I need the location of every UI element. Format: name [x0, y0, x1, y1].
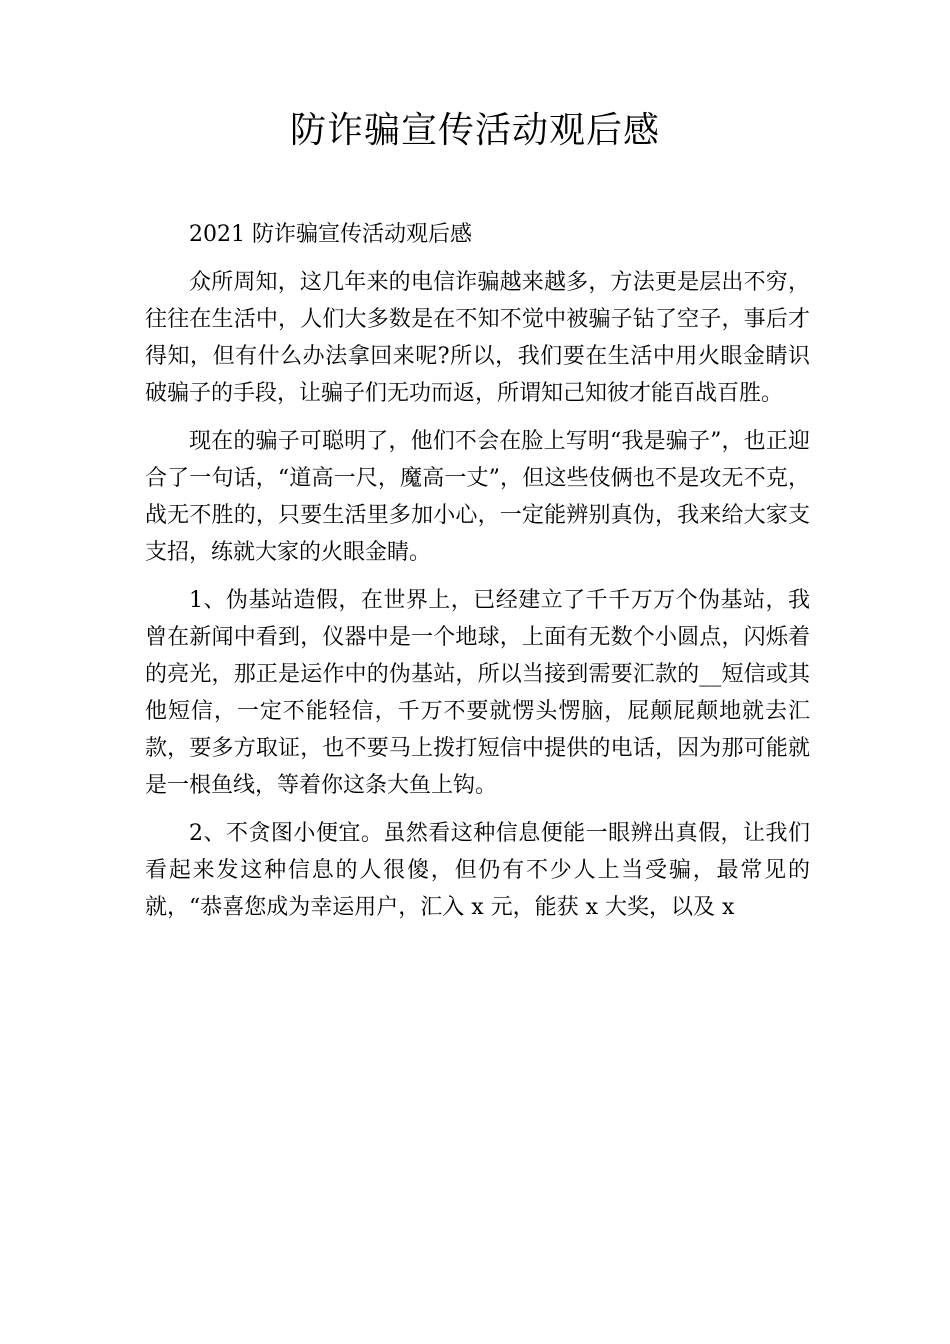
paragraph-1: 众所周知，这几年来的电信诈骗越来越多，方法更是层出不穷，往往在生活中，人们大多数是在不知不觉中被骗子钻了空子，事后才得知，但有什么办法拿回来呢?所以，我们要在生活中用火眼金睛识破骗子的手段，让骗子们无功而返，所谓知己知彼才能百战百胜。: [145, 270, 810, 406]
paragraph-4: 2、不贪图小便宜。虽然看这种信息便能一眼辨出真假，让我们看起来发这种信息的人很傻，但仍有不少人上当受骗，最常见的就，“恭喜您成为幸运用户，汇入 x 元，能获 x 大奖，以及 x: [145, 821, 810, 920]
paragraph-2: 现在的骗子可聪明了，他们不会在脸上写明“我是骗子”，也正迎合了一句话，“道高一尺，魔高一丈”，但这些伎俩也不是攻无不克，战无不胜的，只要生活里多加小心，一定能辨别真伪，我来给大家支支招，练就大家的火眼金睛。: [145, 429, 810, 565]
document-subtitle: 2021 防诈骗宣传活动观后感: [189, 222, 472, 247]
document-title: 防诈骗宣传活动观后感: [289, 110, 660, 151]
paragraph-3: 1、伪基站造假，在世界上，已经建立了千千万万个伪基站，我曾在新闻中看到，仪器中是一个地球，上面有无数个小圆点，闪烁着的亮光，那正是运作中的伪基站，所以当接到需要汇款的__短信或其他短信，一定不能轻信，千万不要就愣头愣脑，屁颠屁颠地就去汇款，要多方取证，也不要马上拨打短信中提供的电话，因为那可能就是一根鱼线，等着你这条大鱼上钩。: [145, 588, 810, 798]
document-body: [145, 216, 810, 937]
